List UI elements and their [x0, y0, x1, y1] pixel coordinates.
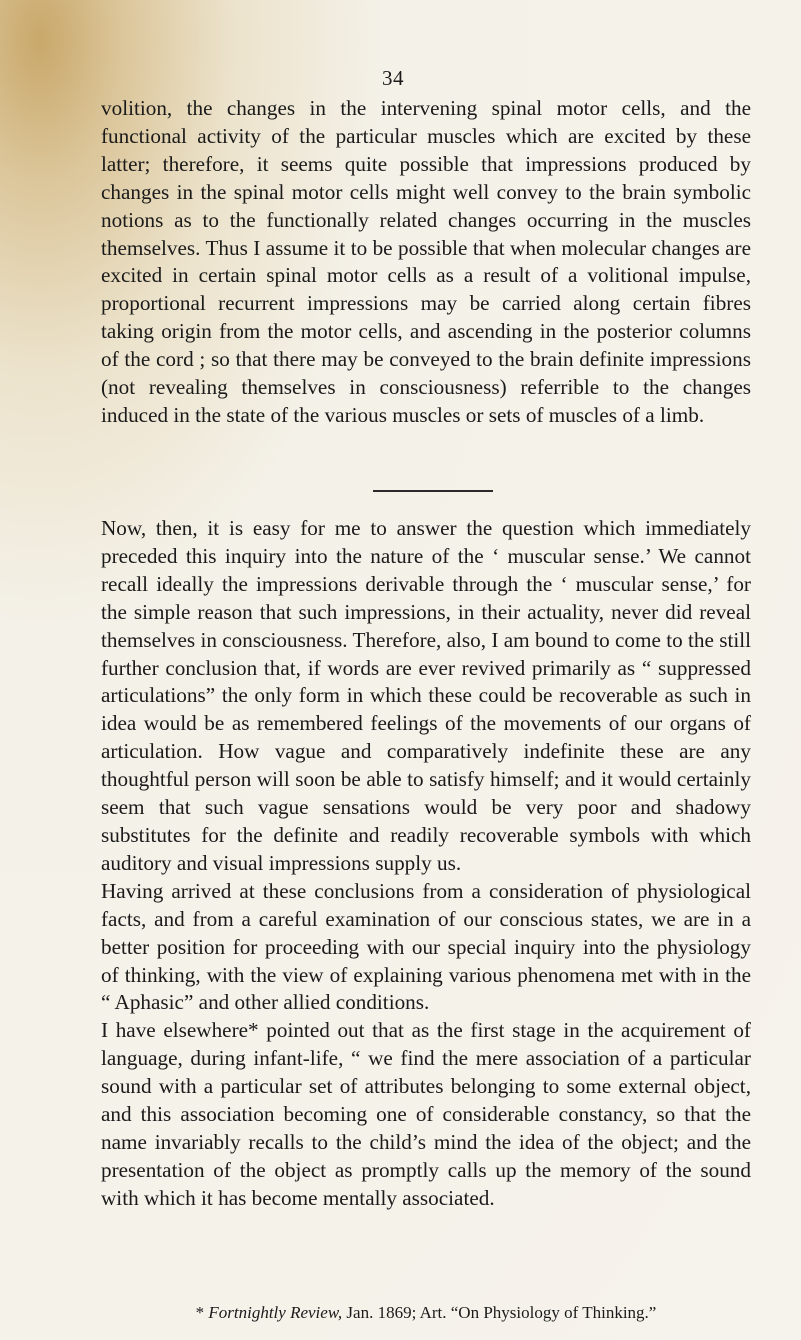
footnote: [101, 1302, 751, 1324]
footnote-citation: Jan. 1869; Art. “On Physiology of Thinking.”: [346, 1303, 657, 1322]
text-block-main: [101, 515, 751, 1213]
footnote-marker: *: [195, 1303, 205, 1322]
page-number: 34: [382, 66, 404, 90]
footnote-journal: Fortnightly Review,: [208, 1303, 343, 1322]
paragraph-conclusions: Having arrived at these conclusions from a consideration of physiological facts, and from a careful examination of our conscious states, we are in a better position for proceeding with our special inquiry into the physiology of thinking, with the view of explaining various phenomena met with in the “ Aphasic” and other allied conditions.: [101, 878, 751, 1015]
paragraph-language-acquirement: I have elsewhere* pointed out that as the first stage in the acquirement of language, during infant-life, “ we find the mere association of a particular sound with a particular set of attributes belonging to some external object, and this association becoming one of considerable constancy, so that the name invariably recalls to the child’s mind the idea of the object; and the presentation of the object as promptly calls up the memory of the sound with which it has become mentally associated.: [101, 1018, 751, 1210]
paragraph-continuation: volition, the changes in the intervening spinal motor cells, and the functional activity of the particular muscles which are excited by these latter; therefore, it seems quite possible that impressions produced by changes in the spinal motor cells might well convey to the brain symbolic notions as to the functionally related changes occurring in the muscles themselves. Thus I assume it to be possible that when molecular changes are excited in certain spinal motor cells as a result of a volitional impulse, proportional recurrent impressions may be carried along certain fibres taking origin from the motor cells, and ascending in the posterior columns of the cord ; so that there may be conveyed to the brain definite impressions (not revealing themselves in consciousness) referrible to the changes induced in the state of the various muscles or sets of muscles of a limb.: [101, 96, 751, 427]
paragraph-muscular-sense: Now, then, it is easy for me to answer the question which immediately preceded this inquiry into the nature of the ‘ muscular sense.’ We cannot recall ideally the impressions derivable through the ‘ muscular sense,’ for the simple reason that such impressions, in their actuality, never did reveal themselves in consciousness. Therefore, also, I am bound to come to the still further conclusion that, if words are ever revived primarily as “ suppressed articulations” the only form in which these could be recoverable as such in idea would be as remembered feelings of the movements of our organs of articulation. How vague and comparatively indefinite these are any thoughtful person will soon be able to satisfy himself; and it would certainly seem that such vague sensations would be very poor and shadowy substitutes for the definite and readily recoverable symbols with which auditory and visual impressions supply us.: [101, 516, 751, 875]
text-block-top: [101, 95, 751, 430]
section-divider: [373, 490, 493, 492]
